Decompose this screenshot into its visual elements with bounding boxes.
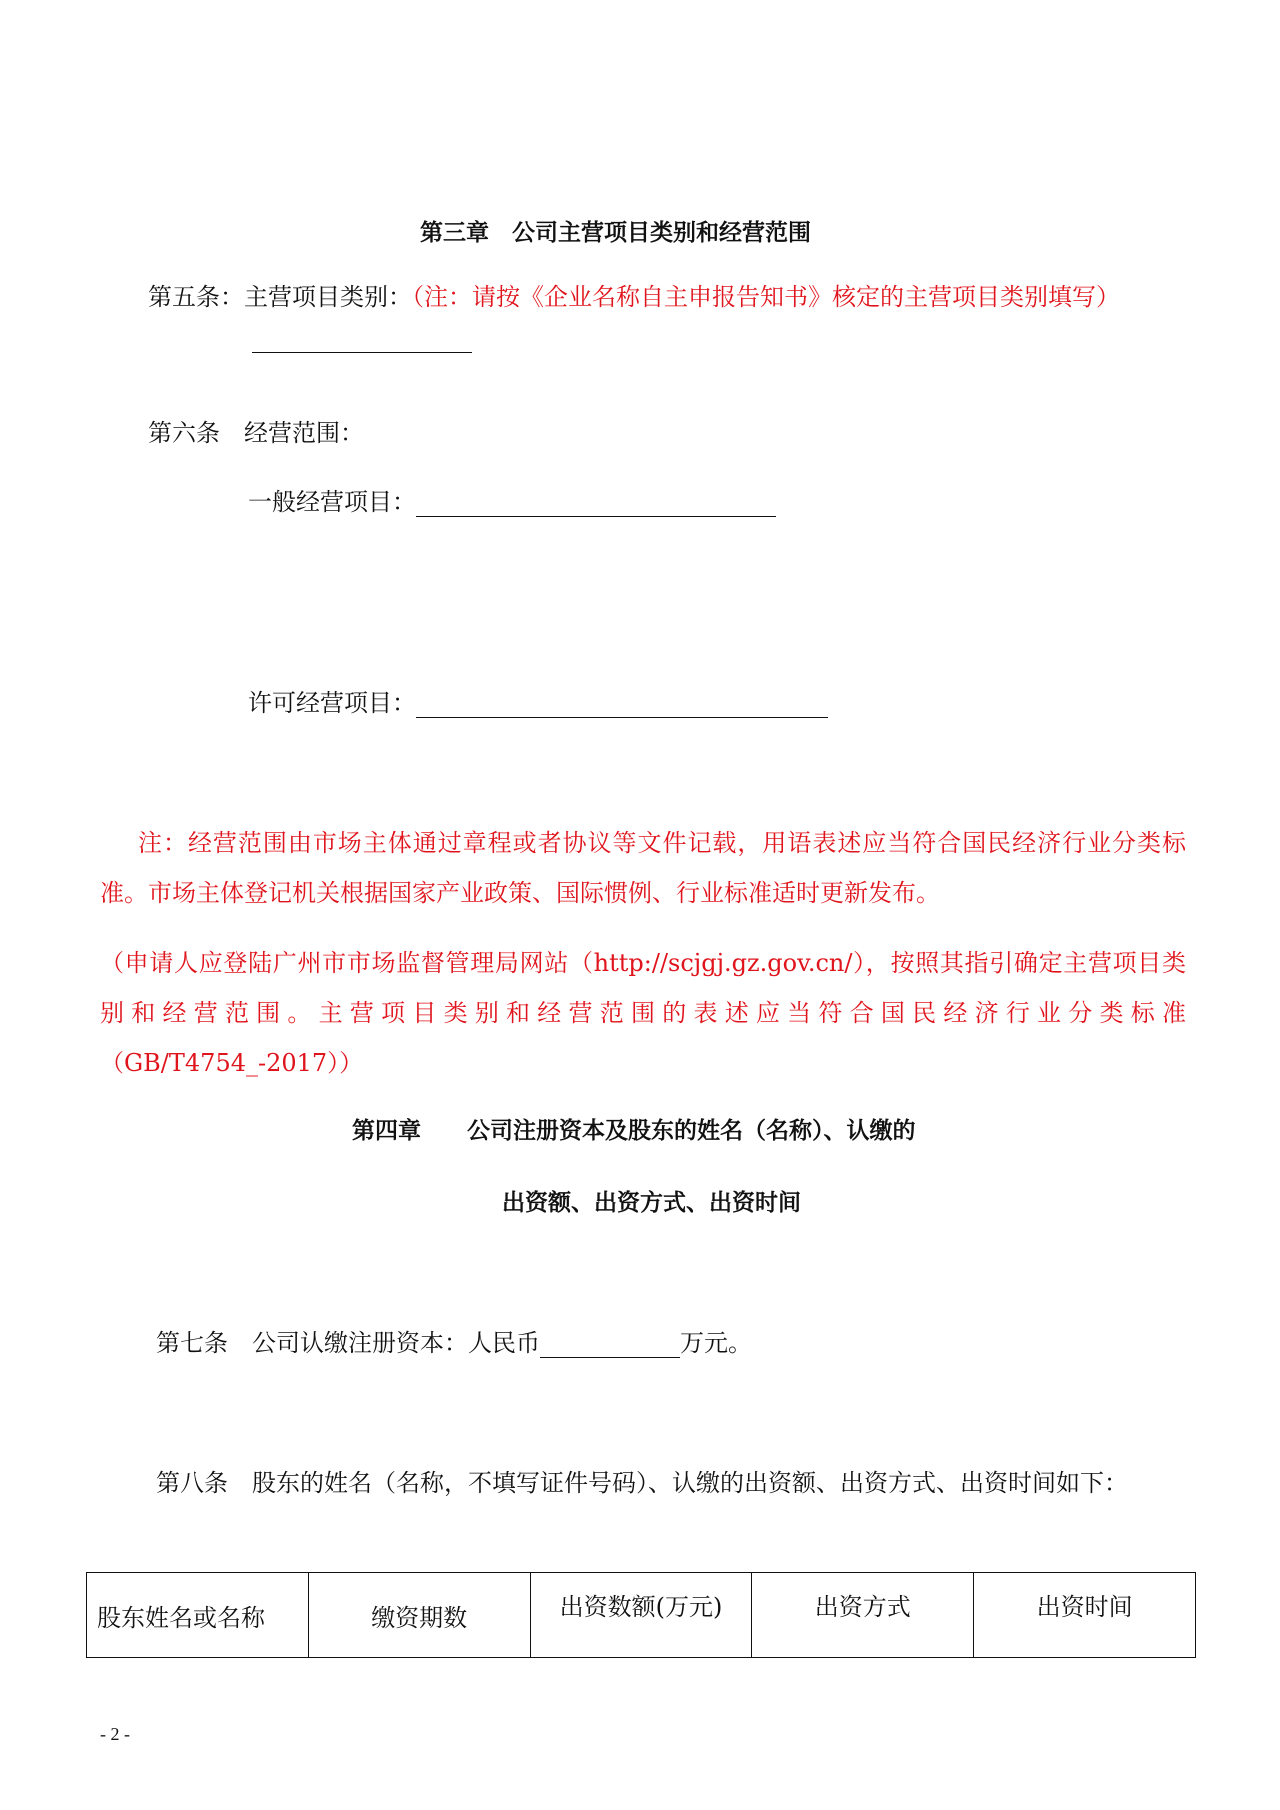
article7-suffix: 万元。 bbox=[680, 1329, 752, 1357]
article5-line bbox=[148, 282, 1120, 312]
licensed-items-row bbox=[248, 688, 828, 718]
header-method: 出资方式 bbox=[752, 1573, 974, 1658]
general-items-label: 一般经营项目： bbox=[248, 488, 416, 516]
chapter3-title: 第三章 公司主营项目类别和经营范围 bbox=[420, 220, 811, 246]
applicant-note: （申请人应登陆广州市市场监督管理局网站（http://scjgj.gz.gov.cn/），按照其指引确定主营项目类别和经营范围。主营项目类别和经营范围的表述应当符合国民经济行业分类标准（GB/T4754_-2017）） bbox=[100, 949, 1186, 1077]
chapter4-title-line1: 第四章 公司注册资本及股东的姓名（名称）、认缴的 bbox=[352, 1118, 916, 1144]
general-items-row bbox=[248, 487, 776, 517]
article8-text: 第八条 股东的姓名（名称，不填写证件号码）、认缴的出资额、出资方式、出资时间如下： bbox=[156, 1469, 1128, 1497]
article7-prefix: 第七条 公司认缴注册资本：人民币 bbox=[156, 1329, 540, 1357]
header-payment-phase: 缴资期数 bbox=[308, 1573, 530, 1658]
licensed-items-label: 许可经营项目： bbox=[248, 689, 416, 717]
page-number: - 2 - bbox=[100, 1724, 130, 1744]
registered-capital-blank[interactable] bbox=[540, 1333, 680, 1358]
shareholder-table bbox=[86, 1572, 1196, 1658]
chapter4-title-line2: 出资额、出资方式、出资时间 bbox=[502, 1190, 801, 1216]
article5-note: （注：请按《企业名称自主申报告知书》核定的主营项目类别填写） bbox=[412, 283, 1120, 311]
general-items-blank[interactable] bbox=[416, 492, 776, 517]
header-time: 出资时间 bbox=[974, 1573, 1196, 1658]
header-shareholder-name: 股东姓名或名称 bbox=[87, 1573, 309, 1658]
article5-blank[interactable] bbox=[252, 352, 472, 353]
scope-note: 注：经营范围由市场主体通过章程或者协议等文件记载，用语表述应当符合国民经济行业分类标准。市场主体登记机关根据国家产业政策、国际惯例、行业标准适时更新发布。 bbox=[100, 829, 1186, 907]
header-amount: 出资数额(万元) bbox=[530, 1573, 752, 1658]
article6-label: 第六条 经营范围： bbox=[148, 419, 364, 447]
article5-label: 第五条：主营项目类别： bbox=[148, 283, 412, 311]
licensed-items-blank[interactable] bbox=[416, 693, 828, 718]
table-header-row bbox=[87, 1573, 1196, 1658]
article7-row bbox=[156, 1328, 752, 1358]
